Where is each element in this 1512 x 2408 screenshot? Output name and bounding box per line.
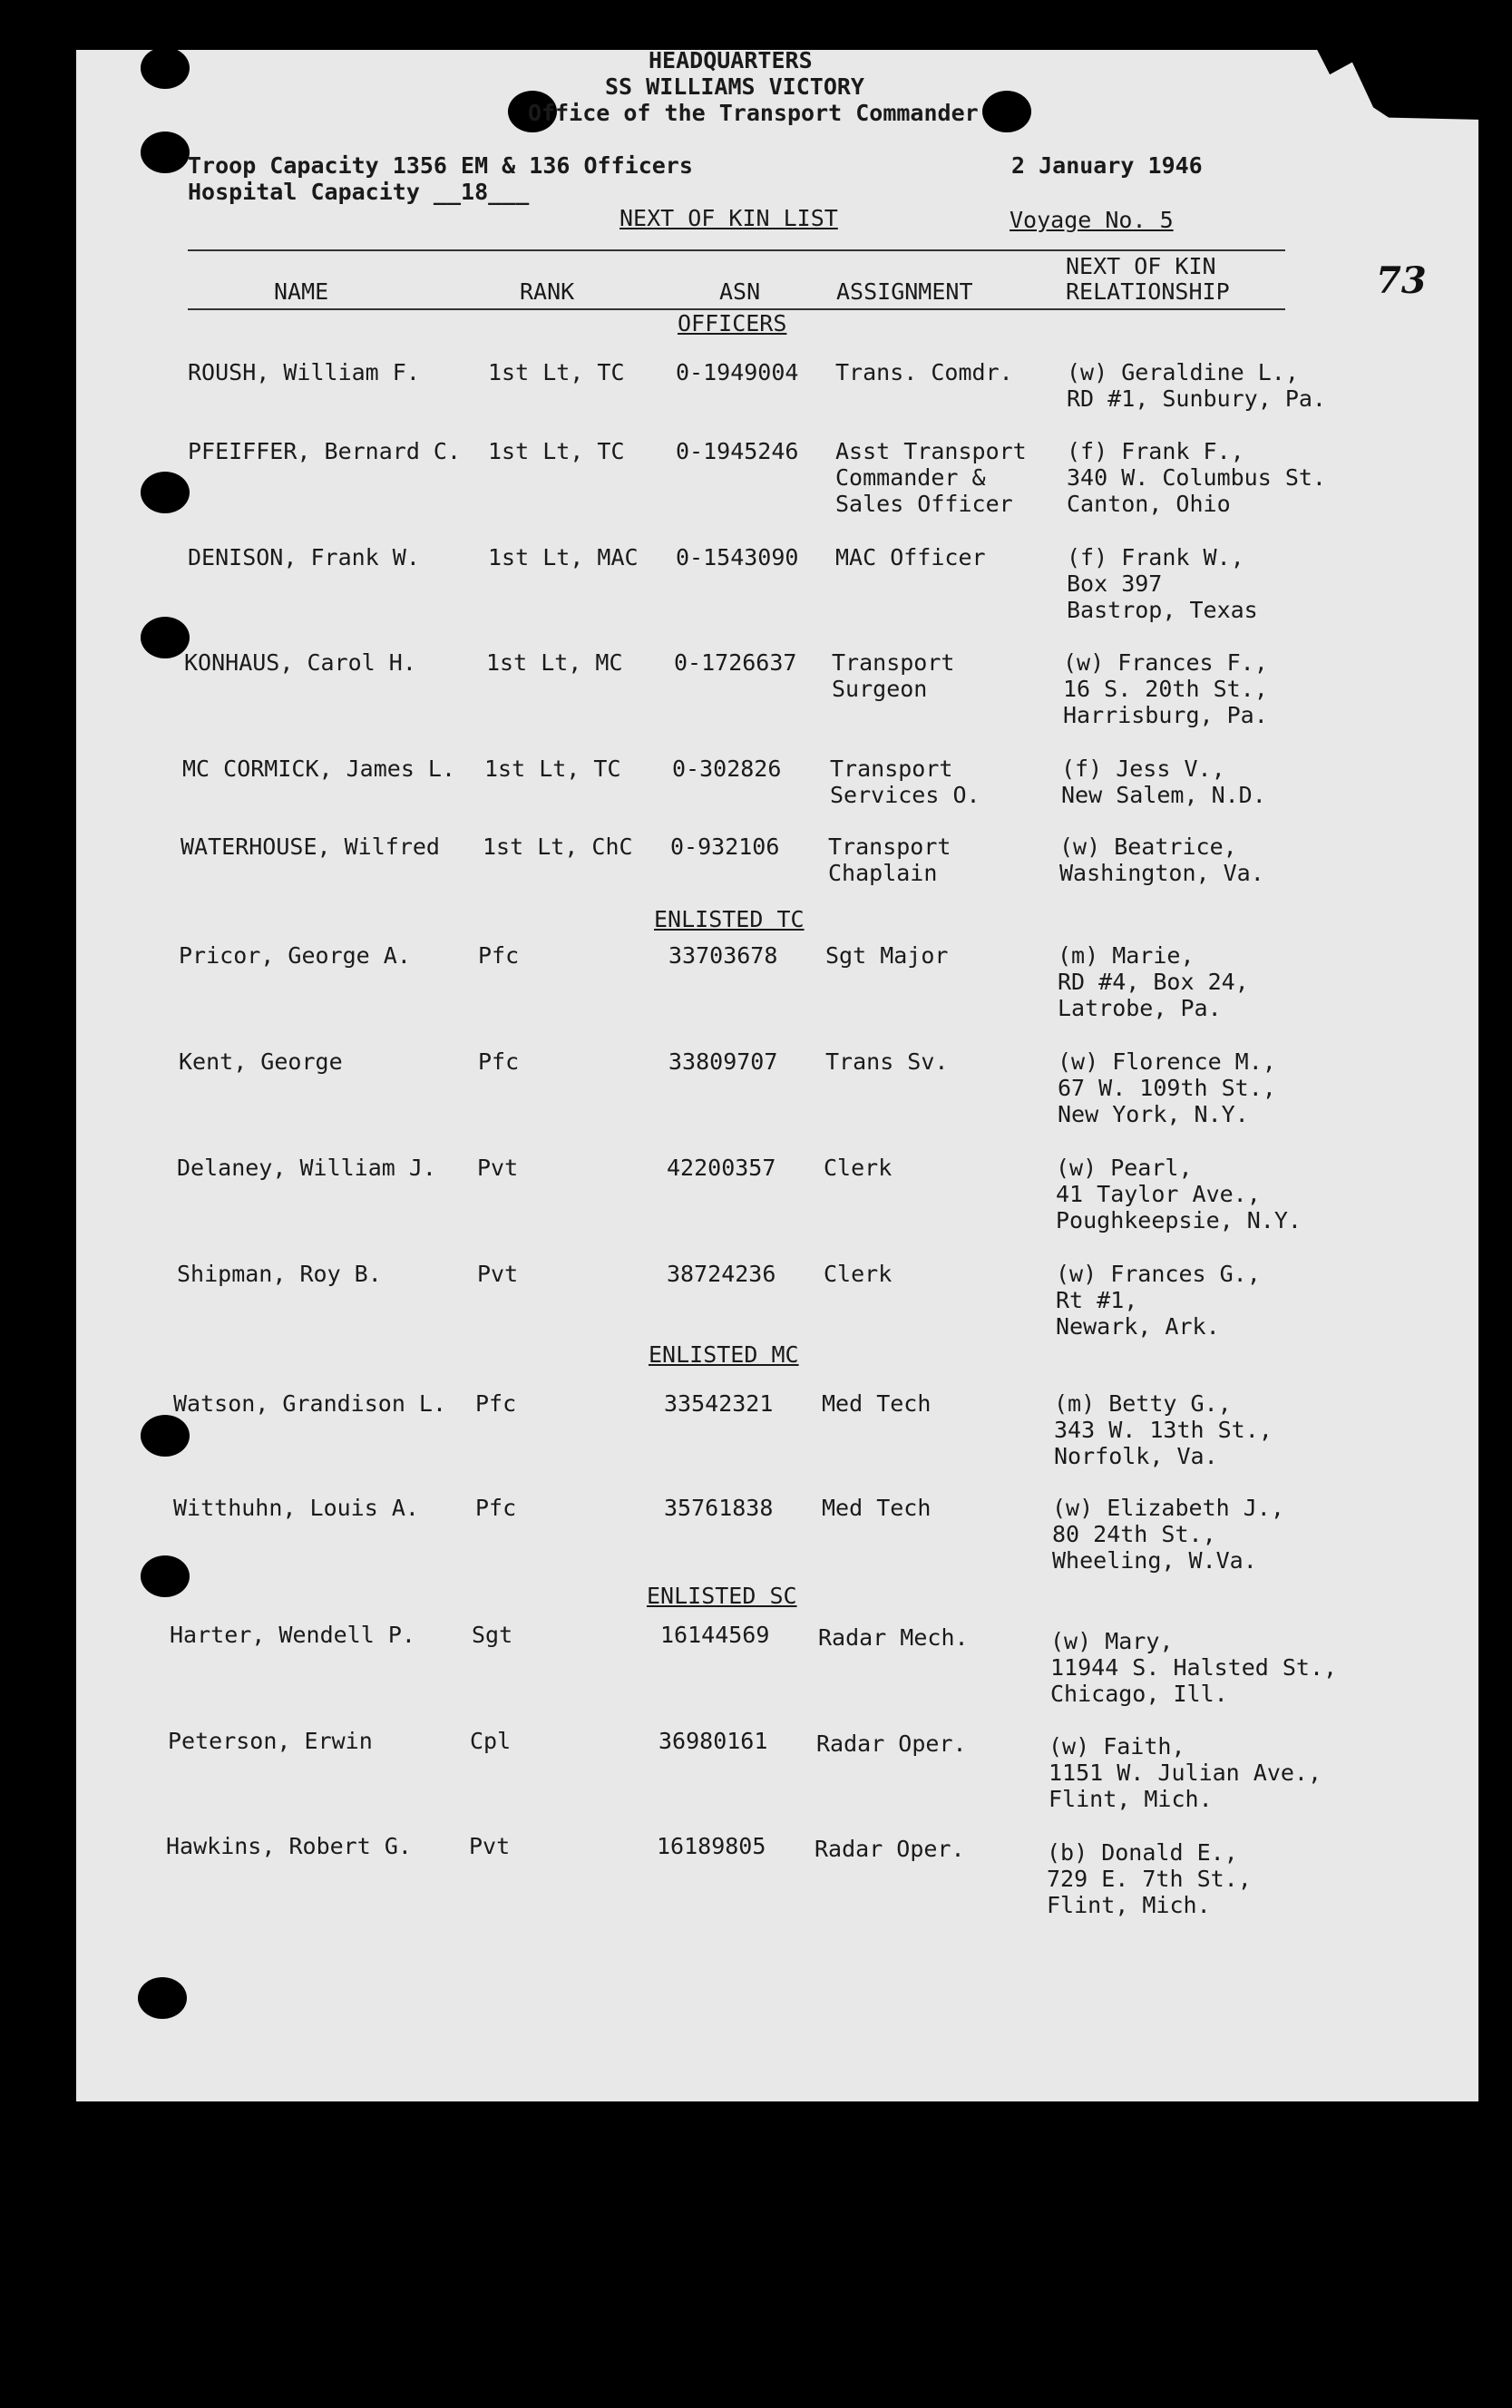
nok-cell: Flint, Mich. [1049, 1786, 1213, 1812]
punch-hole [141, 1415, 190, 1457]
name-cell: MC CORMICK, James L. [182, 756, 456, 782]
assignment-cell: Sales Officer [835, 491, 1013, 517]
assignment-cell: Services O. [830, 782, 980, 808]
asn-cell: 42200357 [667, 1155, 776, 1181]
nok-cell: (f) Frank W., [1067, 544, 1244, 570]
nok-cell: (b) Donald E., [1047, 1839, 1238, 1866]
column-header-name: NAME [274, 278, 329, 305]
nok-cell: 729 E. 7th St., [1047, 1866, 1252, 1892]
name-cell: Hawkins, Robert G. [166, 1833, 412, 1859]
nok-cell: Wheeling, W.Va. [1052, 1547, 1257, 1574]
punch-hole [141, 47, 190, 89]
punch-hole [141, 472, 190, 513]
nok-cell: 1151 W. Julian Ave., [1049, 1760, 1322, 1786]
asn-cell: 16144569 [660, 1622, 770, 1648]
rank-cell: 1st Lt, TC [488, 359, 625, 385]
section-title-enlisted-mc: ENLISTED MC [649, 1341, 799, 1368]
header-ship-name: SS WILLIAMS VICTORY [605, 73, 864, 100]
nok-cell: Norfolk, Va. [1054, 1443, 1218, 1469]
assignment-cell: Transport [828, 834, 951, 860]
rank-cell: 1st Lt, MAC [488, 544, 639, 570]
nok-cell: Harrisburg, Pa. [1063, 702, 1268, 728]
nok-cell: 16 S. 20th St., [1063, 676, 1268, 702]
assignment-cell: Med Tech [822, 1495, 932, 1521]
nok-cell: Canton, Ohio [1067, 491, 1231, 517]
asn-cell: 0-1945246 [676, 438, 799, 464]
assignment-cell: MAC Officer [835, 544, 986, 570]
nok-cell: (w) Mary, [1050, 1628, 1174, 1654]
nok-cell: 67 W. 109th St., [1058, 1075, 1276, 1101]
section-title-officers: OFFICERS [678, 310, 787, 336]
nok-cell: Rt #1, [1056, 1287, 1138, 1313]
asn-cell: 33809707 [668, 1048, 778, 1075]
asn-cell: 0-1949004 [676, 359, 799, 385]
header-rule [188, 249, 1285, 251]
name-cell: ROUSH, William F. [188, 359, 420, 385]
nok-cell: New York, N.Y. [1058, 1101, 1249, 1127]
nok-cell: 340 W. Columbus St. [1067, 464, 1326, 491]
name-cell: Delaney, William J. [177, 1155, 436, 1181]
rank-cell: Pfc [478, 942, 520, 969]
assignment-cell: Sgt Major [825, 942, 949, 969]
assignment-cell: Chaplain [828, 860, 938, 886]
asn-cell: 38724236 [667, 1261, 776, 1287]
nok-cell: Washington, Va. [1059, 860, 1264, 886]
assignment-cell: Trans Sv. [825, 1048, 949, 1075]
rank-cell: Pfc [475, 1495, 517, 1521]
name-cell: Kent, George [179, 1048, 343, 1075]
list-title: NEXT OF KIN LIST [619, 205, 838, 231]
name-cell: DENISON, Frank W. [188, 544, 420, 570]
nok-cell: Box 397 [1067, 570, 1163, 597]
punch-hole [141, 1555, 190, 1597]
nok-cell: Poughkeepsie, N.Y. [1056, 1207, 1302, 1233]
voyage-number: Voyage No. 5 [1010, 207, 1174, 233]
column-header-relationship: RELATIONSHIP [1066, 278, 1230, 305]
column-header-asn: ASN [719, 278, 761, 305]
punch-hole [138, 1977, 187, 2019]
nok-cell: (w) Beatrice, [1059, 834, 1237, 860]
section-title-enlisted-sc: ENLISTED SC [647, 1583, 797, 1609]
nok-cell: Bastrop, Texas [1067, 597, 1258, 623]
rank-cell: 1st Lt, ChC [483, 834, 633, 860]
nok-cell: Latrobe, Pa. [1058, 995, 1222, 1021]
nok-cell: (w) Frances G., [1056, 1261, 1261, 1287]
nok-cell: Chicago, Ill. [1050, 1681, 1228, 1707]
rank-cell: 1st Lt, MC [486, 649, 623, 676]
asn-cell: 33703678 [668, 942, 778, 969]
name-cell: KONHAUS, Carol H. [184, 649, 416, 676]
name-cell: Peterson, Erwin [168, 1728, 373, 1754]
rank-cell: 1st Lt, TC [484, 756, 621, 782]
column-header-rank: RANK [520, 278, 575, 305]
punch-hole [141, 132, 190, 173]
nok-cell: RD #1, Sunbury, Pa. [1067, 385, 1326, 412]
asn-cell: 0-932106 [670, 834, 780, 860]
section-title-enlisted-tc: ENLISTED TC [654, 906, 805, 932]
troop-capacity: Troop Capacity 1356 EM & 136 Officers [188, 152, 693, 179]
nok-cell: (m) Marie, [1058, 942, 1195, 969]
rank-cell: Pvt [477, 1261, 519, 1287]
nok-cell: (f) Jess V., [1061, 756, 1225, 782]
rank-cell: Cpl [470, 1728, 512, 1754]
rank-cell: Pvt [469, 1833, 511, 1859]
nok-cell: (f) Frank F., [1067, 438, 1244, 464]
assignment-cell: Radar Oper. [815, 1836, 965, 1862]
name-cell: Harter, Wendell P. [170, 1622, 415, 1648]
asn-cell: 35761838 [664, 1495, 774, 1521]
header-line-1: HEADQUARTERS [649, 47, 813, 73]
name-cell: PFEIFFER, Bernard C. [188, 438, 462, 464]
header-office: Office of the Transport Commander [528, 100, 979, 126]
nok-cell: 80 24th St., [1052, 1521, 1216, 1547]
nok-cell: New Salem, N.D. [1061, 782, 1266, 808]
assignment-cell: Surgeon [832, 676, 928, 702]
nok-cell: (w) Frances F., [1063, 649, 1268, 676]
assignment-cell: Trans. Comdr. [835, 359, 1013, 385]
asn-cell: 36980161 [658, 1728, 768, 1754]
assignment-cell: Radar Oper. [816, 1730, 967, 1757]
rank-cell: 1st Lt, TC [488, 438, 625, 464]
nok-cell: (w) Elizabeth J., [1052, 1495, 1284, 1521]
asn-cell: 16189805 [657, 1833, 766, 1859]
nok-cell: Newark, Ark. [1056, 1313, 1220, 1340]
nok-cell: 343 W. 13th St., [1054, 1417, 1273, 1443]
asn-cell: 0-1543090 [676, 544, 799, 570]
document-date: 2 January 1946 [1011, 152, 1203, 179]
assignment-cell: Clerk [824, 1261, 893, 1287]
nok-cell: (m) Betty G., [1054, 1390, 1232, 1417]
name-cell: Watson, Grandison L. [173, 1390, 447, 1417]
hospital-capacity: Hospital Capacity __18___ [188, 179, 530, 205]
nok-cell: (w) Faith, [1049, 1733, 1185, 1760]
nok-cell: RD #4, Box 24, [1058, 969, 1249, 995]
assignment-cell: Asst Transport [835, 438, 1027, 464]
name-cell: Pricor, George A. [179, 942, 411, 969]
column-header-nok: NEXT OF KIN [1066, 253, 1216, 279]
assignment-cell: Transport [832, 649, 955, 676]
punch-hole [141, 617, 190, 658]
assignment-cell: Commander & [835, 464, 986, 491]
assignment-cell: Transport [830, 756, 953, 782]
nok-cell: Flint, Mich. [1047, 1892, 1211, 1918]
page-number: 73 [1376, 259, 1427, 302]
nok-cell: 11944 S. Halsted St., [1050, 1654, 1338, 1681]
assignment-cell: Med Tech [822, 1390, 932, 1417]
rank-cell: Pfc [478, 1048, 520, 1075]
assignment-cell: Radar Mech. [818, 1624, 969, 1651]
nok-cell: 41 Taylor Ave., [1056, 1181, 1261, 1207]
asn-cell: 0-1726637 [674, 649, 797, 676]
assignment-cell: Clerk [824, 1155, 893, 1181]
punch-hole [982, 91, 1031, 132]
name-cell: WATERHOUSE, Wilfred [180, 834, 440, 860]
name-cell: Witthuhn, Louis A. [173, 1495, 419, 1521]
rank-cell: Pvt [477, 1155, 519, 1181]
nok-cell: (w) Pearl, [1056, 1155, 1193, 1181]
name-cell: Shipman, Roy B. [177, 1261, 382, 1287]
column-header-assignment: ASSIGNMENT [836, 278, 973, 305]
rank-cell: Sgt [472, 1622, 513, 1648]
nok-cell: (w) Geraldine L., [1067, 359, 1299, 385]
nok-cell: (w) Florence M., [1058, 1048, 1276, 1075]
rank-cell: Pfc [475, 1390, 517, 1417]
asn-cell: 33542321 [664, 1390, 774, 1417]
asn-cell: 0-302826 [672, 756, 782, 782]
